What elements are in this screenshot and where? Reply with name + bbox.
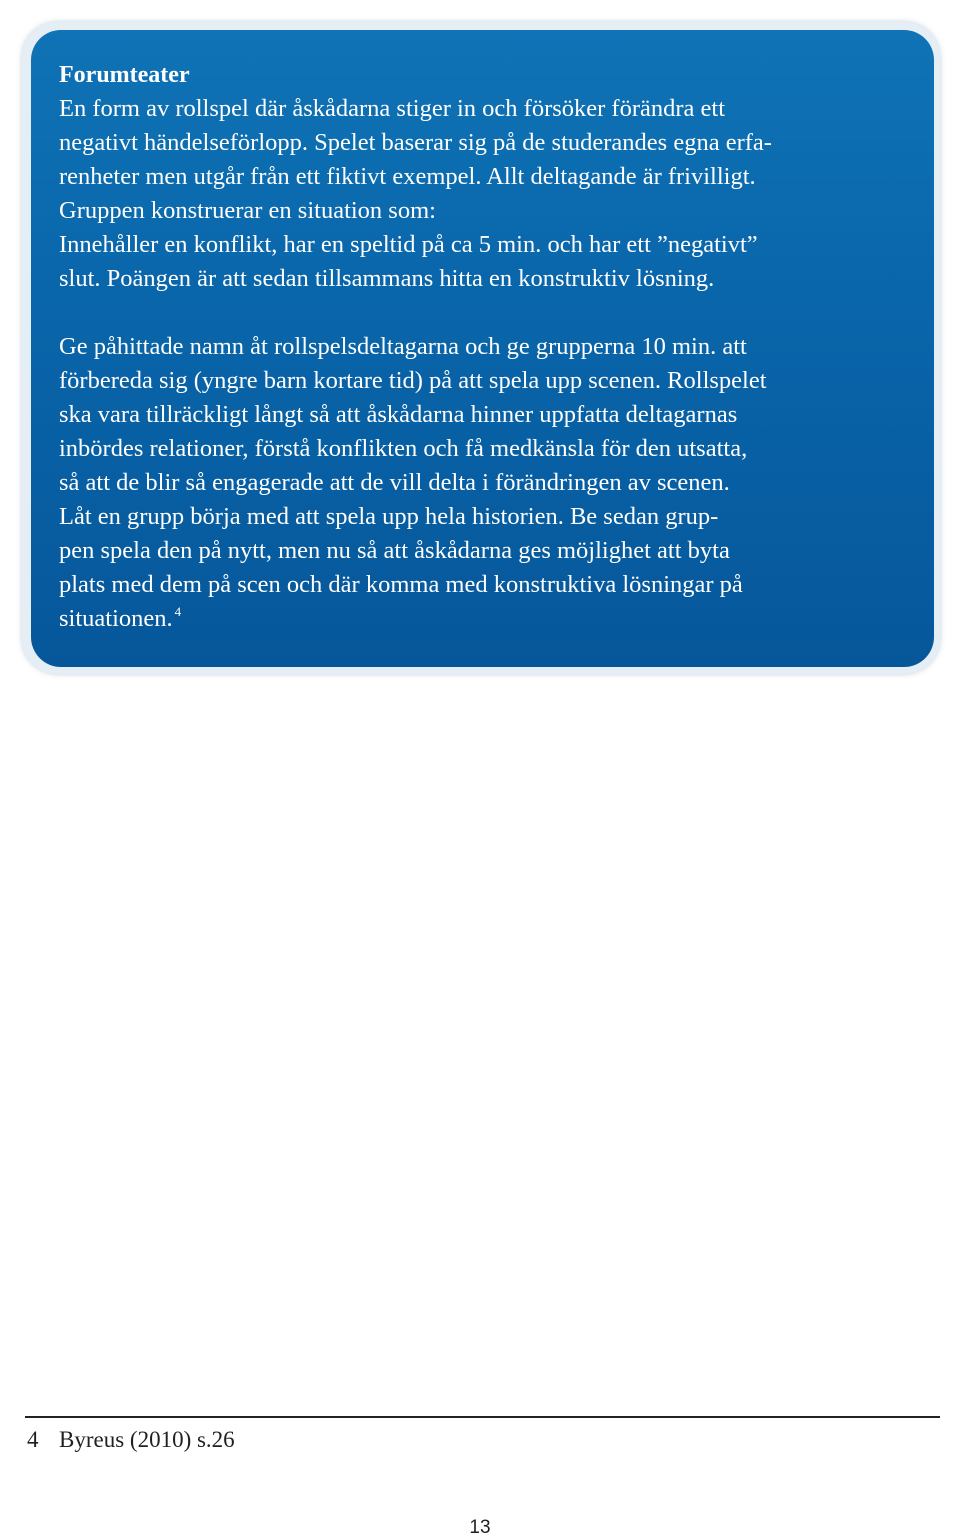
paragraph-line: ska vara tillräckligt långt så att åskådarna hinner uppfatta deltagarnas xyxy=(59,401,738,428)
page-number: 13 xyxy=(469,1517,491,1538)
paragraph-line: renheter men utgår från ett fiktivt exempel. Allt deltagande är frivilligt. xyxy=(59,163,756,190)
paragraph-line: En form av rollspel där åskådarna stiger in och försöker förändra ett xyxy=(59,95,726,122)
footnote xyxy=(27,1425,235,1455)
paragraph-line: negativt händelseförlopp. Spelet baserar sig på de studerandes egna erfa- xyxy=(59,129,772,156)
paragraph-line: så att de blir så engagerade att de vill delta i förändringen av scenen. xyxy=(59,469,730,496)
box-title: Forumteater xyxy=(59,62,190,88)
paragraph-line: förbereda sig (yngre barn kortare tid) på att spela upp scenen. Rollspelet xyxy=(59,367,767,394)
paragraph-line: Ge påhittade namn åt rollspelsdeltagarna och ge grupperna 10 min. att xyxy=(59,333,747,360)
box-paragraph-intro xyxy=(59,92,908,296)
paragraph-line-text: situationen. xyxy=(59,605,173,632)
paragraph-line: Gruppen konstruerar en situation som: xyxy=(59,197,436,224)
footnote-number: 4 xyxy=(27,1427,39,1452)
paragraph-line: Låt en grupp börja med att spela upp hela historien. Be sedan grup- xyxy=(59,503,719,530)
footnote-text: Byreus (2010) s.26 xyxy=(59,1427,235,1452)
paragraph-line: inbördes relationer, förstå konflikten och få medkänsla för den utsatta, xyxy=(59,435,748,462)
paragraph-line: Innehåller en konflikt, har en speltid på ca 5 min. och har ett ”negativt” xyxy=(59,231,758,258)
info-box xyxy=(31,30,934,667)
paragraph-line: slut. Poängen är att sedan tillsammans hitta en konstruktiv lösning. xyxy=(59,265,715,292)
footnote-reference[interactable]: 4 xyxy=(174,604,182,619)
paragraph-line: pen spela den på nytt, men nu så att åskådarna ges möjlighet att byta xyxy=(59,537,730,564)
paragraph-line-last xyxy=(59,602,908,636)
paragraph-line: plats med dem på scen och där komma med konstruktiva lösningar på xyxy=(59,571,743,598)
box-paragraph-instructions xyxy=(59,330,908,636)
footnote-separator xyxy=(25,1416,940,1418)
